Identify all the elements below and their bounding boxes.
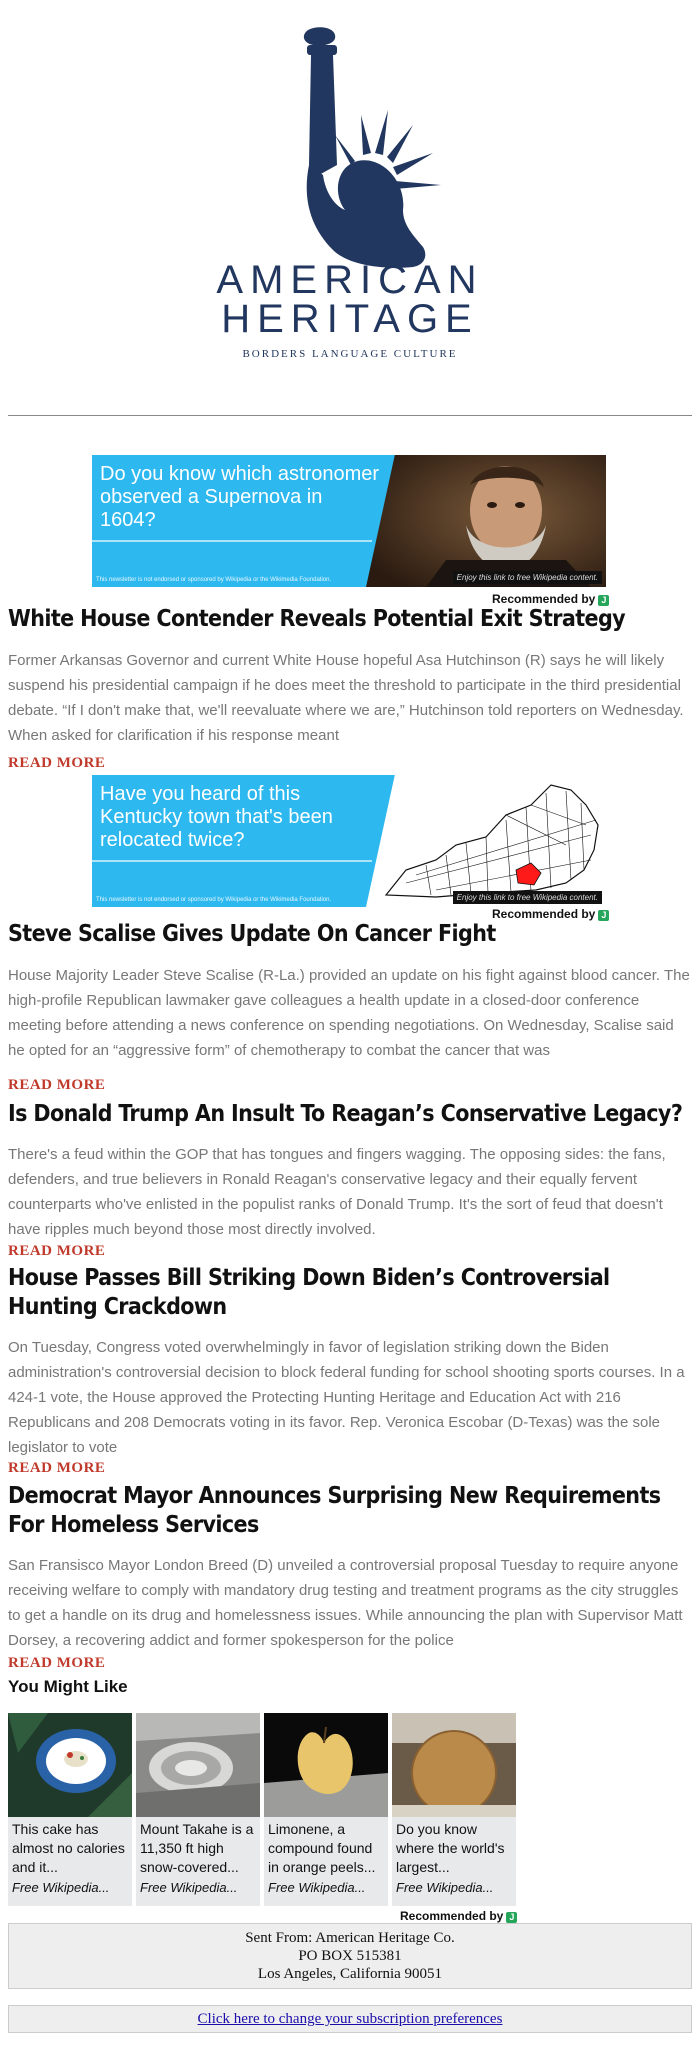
article-excerpt: San Fransisco Mayor London Breed (D) unveiled a controversial proposal Tuesday to require anyone receiving welfare to comply with mandatory drug testing and treatment programs as the city struggles to get a handle on its drug and homelessness issues. While announcing the plan with Supervisor Matt Dorsey, a recovering addict and former spokesperson for the police <box>8 1557 683 1649</box>
article-excerpt: House Majority Leader Steve Scalise (R-La.) provided an update on his fight against blood cancer. The high-profile Republican lawmaker gave colleagues a health update in a closed-door conference meeting before attending a news conference on spending negotiations. On Wednesday, Scalise said he opted for an “aggressive form” of chemotherapy to combat the cancer that was <box>8 967 690 1059</box>
read-more-link[interactable]: READ MORE <box>8 1077 106 1093</box>
giant-ball-image <box>392 1713 516 1817</box>
ad-badge: Enjoy this link to free Wikipedia content. <box>453 891 602 904</box>
ad-divider <box>92 860 372 862</box>
article-excerpt: Former Arkansas Governor and current White House hopeful Asa Hutchinson (R) says he will likely suspend his presidential campaign if he does meet the threshold to participate in the third presidential debate. “If I don't make that, we'll reevaluate where we are,” Hutchinson told reporters on Wednesday. When asked for clarification if his response meant <box>8 652 684 744</box>
card-headline: Mount Takahe is a 11,350 ft high snow-covered... <box>140 1821 254 1875</box>
jeeng-logo-icon: J <box>506 1912 517 1923</box>
card-headline: Do you know where the world's largest... <box>396 1821 505 1875</box>
read-more-link[interactable]: READ MORE <box>8 1243 106 1259</box>
article-title[interactable]: White House Contender Reveals Potential Exit Strategy <box>8 606 626 632</box>
sender-address-box <box>8 1923 692 1989</box>
card-headline: Limonene, a compound found in orange peels... <box>268 1821 376 1875</box>
brand-name-line2: HERITAGE <box>221 297 479 341</box>
ad-badge: Enjoy this link to free Wikipedia content. <box>453 571 602 584</box>
read-more-link[interactable]: READ MORE <box>8 755 106 771</box>
ad-disclaimer: This newsletter is not endorsed or sponsored by Wikipedia or the Wikimedia Foundation. <box>96 897 332 903</box>
article-title[interactable]: House Passes Bill Striking Down Biden’s Controversial Hunting Crackdown <box>8 1265 610 1320</box>
ad-disclaimer: This newsletter is not endorsed or sponsored by Wikipedia or the Wikimedia Foundation. <box>96 577 332 583</box>
you-might-like-heading: You Might Like <box>8 1677 128 1696</box>
article-title[interactable]: Steve Scalise Gives Update On Cancer Fight <box>8 921 496 947</box>
header-divider <box>8 415 692 416</box>
card-headline: This cake has almost no calories and it... <box>12 1821 125 1875</box>
subscription-preferences-link[interactable]: Click here to change your subscription preferences <box>197 2011 503 2027</box>
recommendation-card[interactable] <box>264 1713 388 1906</box>
sender-po-box: PO BOX 515381 <box>298 1948 402 1964</box>
ad-question: Do you know which astronomer observed a Supernova in 1604? <box>100 463 380 531</box>
header-logo[interactable] <box>8 0 692 400</box>
article-title[interactable]: Democrat Mayor Announces Surprising New Requirements For Homeless Services <box>8 1483 661 1538</box>
ad-divider <box>92 540 372 542</box>
jeeng-logo-icon: J <box>598 595 609 606</box>
recommended-text: Recommended by <box>492 907 596 921</box>
mountain-aerial-image <box>136 1713 260 1817</box>
subscription-preferences-box <box>8 2005 692 2033</box>
recommendation-card[interactable] <box>136 1713 260 1906</box>
recommendation-card[interactable] <box>8 1713 132 1906</box>
jeeng-logo-icon: J <box>598 910 609 921</box>
sponsored-ad-astronomer[interactable] <box>92 455 606 587</box>
ad-map-image <box>366 775 606 907</box>
recommended-text: Recommended by <box>400 1909 504 1923</box>
read-more-link[interactable]: READ MORE <box>8 1460 106 1476</box>
ad-portrait-image <box>366 455 606 587</box>
sender-city: Los Angeles, California 90051 <box>257 1966 443 1982</box>
card-source: Free Wikipedia... <box>396 1880 494 1895</box>
recommended-text: Recommended by <box>492 592 596 606</box>
recommended-by-label[interactable] <box>400 1909 517 1923</box>
cake-plate-image <box>8 1713 132 1817</box>
card-source: Free Wikipedia... <box>140 1880 238 1895</box>
sender-line: Sent From: American Heritage Co. <box>245 1930 455 1946</box>
orange-peel-image <box>264 1713 388 1817</box>
recommended-by-label[interactable] <box>492 592 609 606</box>
recommended-by-label[interactable] <box>492 907 609 921</box>
article-excerpt: On Tuesday, Congress voted overwhelmingly in favor of legislation striking down the Biden administration's controversial decision to block federal funding for school shooting sports courses. In a 424-1 vote, the House approved the Protecting Hunting Heritage and Education Act with 216 Republicans and 208 Democrats voting in its favor. Rep. Veronica Escobar (D-Texas) was the sole legislator to vote <box>8 1339 685 1456</box>
brand-name-line1: AMERICAN <box>216 258 484 302</box>
card-source: Free Wikipedia... <box>12 1880 110 1895</box>
card-source: Free Wikipedia... <box>268 1880 366 1895</box>
article-title[interactable]: Is Donald Trump An Insult To Reagan’s Conservative Legacy? <box>8 1101 683 1127</box>
sponsored-ad-kentucky[interactable] <box>92 775 606 907</box>
read-more-link[interactable]: READ MORE <box>8 1655 106 1671</box>
brand-tagline: BORDERS LANGUAGE CULTURE <box>242 348 458 360</box>
ad-question: Have you heard of this Kentucky town that's been relocated twice? <box>100 783 333 851</box>
recommendation-card[interactable] <box>392 1713 516 1906</box>
statue-of-liberty-logo-icon <box>263 25 453 275</box>
article-excerpt: There's a feud within the GOP that has tongues and fingers wagging. The opposing sides: the fans, defenders, and true believers in Ronald Reagan's conservative legacy and their equally fervent counterparts who've enlisted in the populist ranks of Donald Trump. It's the sort of feud that doesn't have ripples much beyond those most directly involved. <box>8 1146 666 1238</box>
